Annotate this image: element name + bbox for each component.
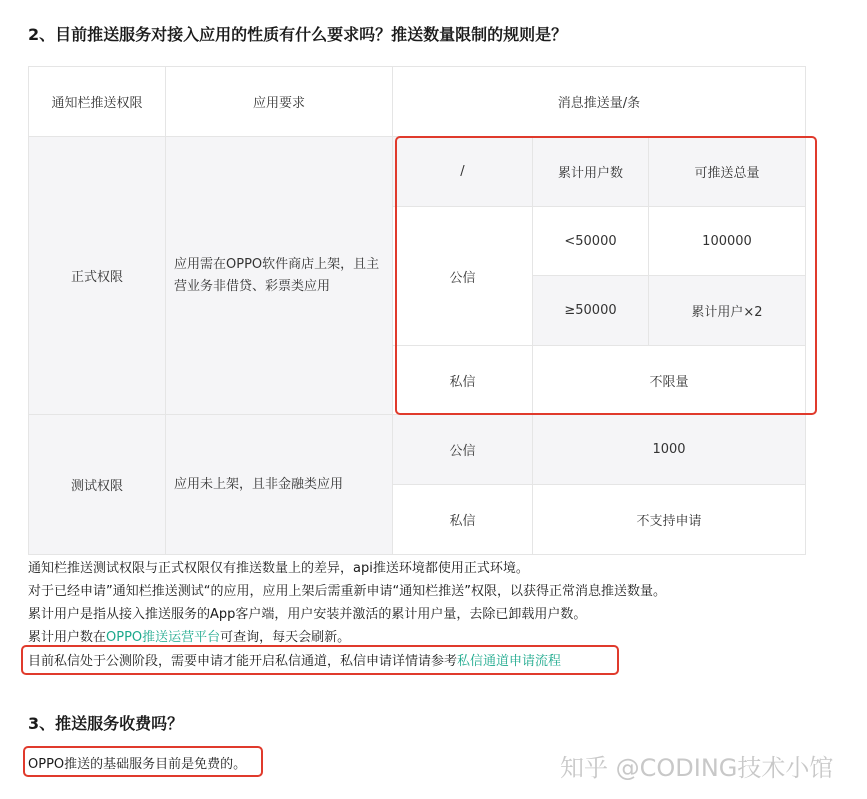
total-100000: 100000 — [649, 207, 806, 276]
note-line-5-prefix: 目前私信处于公测阶段，需要申请才能开启私信通道，私信申请详情请参考 — [28, 654, 458, 669]
section-2-heading: 2、目前推送服务对接入应用的性质有什么要求吗？推送数量限制的规则是？ — [28, 25, 568, 44]
note-line-3: 累计用户是指从接入推送服务的App客户端，用户安装并激活的累计用户量，去除已卸载用户数。 — [28, 607, 587, 622]
total-users-x2: 累计用户×2 — [649, 276, 806, 346]
sub-header-users: 累计用户数 — [533, 137, 649, 207]
note-line-1: 通知栏推送测试权限与正式权限仅有推送数量上的差异，api推送环境都使用正式环境。 — [28, 561, 529, 576]
answer-highlight-box — [23, 746, 263, 777]
zhihu-watermark: 知乎 @CODING技术小馆 — [560, 754, 834, 782]
test-permission-label: 测试权限 — [29, 415, 166, 555]
test-private-value: 不支持申请 — [533, 485, 806, 555]
users-lt-50000: <50000 — [533, 207, 649, 276]
test-public-value: 1000 — [533, 415, 806, 485]
test-public-label: 公信 — [393, 415, 533, 485]
header-permission: 通知栏推送权限 — [29, 67, 166, 137]
oppo-push-platform-link[interactable]: OPPO推送运营平台 — [106, 630, 221, 645]
note-line-4 — [28, 626, 350, 645]
test-private-label: 私信 — [393, 485, 533, 555]
private-channel-apply-link[interactable]: 私信通道申请流程 — [457, 654, 562, 669]
quota-highlight-box — [395, 136, 817, 415]
note-line-2: 对于已经申请”通知栏推送测试“的应用，应用上架后需重新申请“通知栏推送”权限，以获得正常消息推送数量。 — [28, 584, 666, 599]
section-3-heading: 3、推送服务收费吗？ — [28, 714, 184, 733]
formal-public-label: 公信 — [393, 207, 533, 346]
formal-private-unlimited: 不限量 — [533, 346, 806, 415]
note-line-4-suffix: 可查询，每天会刷新。 — [220, 630, 351, 645]
formal-private-label: 私信 — [393, 346, 533, 415]
header-requirement: 应用要求 — [166, 67, 393, 137]
formal-requirement: 应用需在OPPO软件商店上架，且主营业务非借贷、彩票类应用 — [166, 137, 393, 415]
header-quota: 消息推送量/条 — [393, 67, 806, 137]
sub-header-total: 可推送总量 — [649, 137, 806, 207]
answer-3: OPPO推送的基础服务目前是免费的。 — [28, 757, 247, 772]
users-ge-50000: ≥50000 — [533, 276, 649, 346]
test-requirement: 应用未上架，且非金融类应用 — [166, 415, 393, 555]
note-line-4-prefix: 累计用户数在 — [28, 630, 107, 645]
private-note-highlight-box — [21, 645, 619, 675]
sub-header-slash: / — [393, 137, 533, 207]
formal-permission-label: 正式权限 — [29, 137, 166, 415]
